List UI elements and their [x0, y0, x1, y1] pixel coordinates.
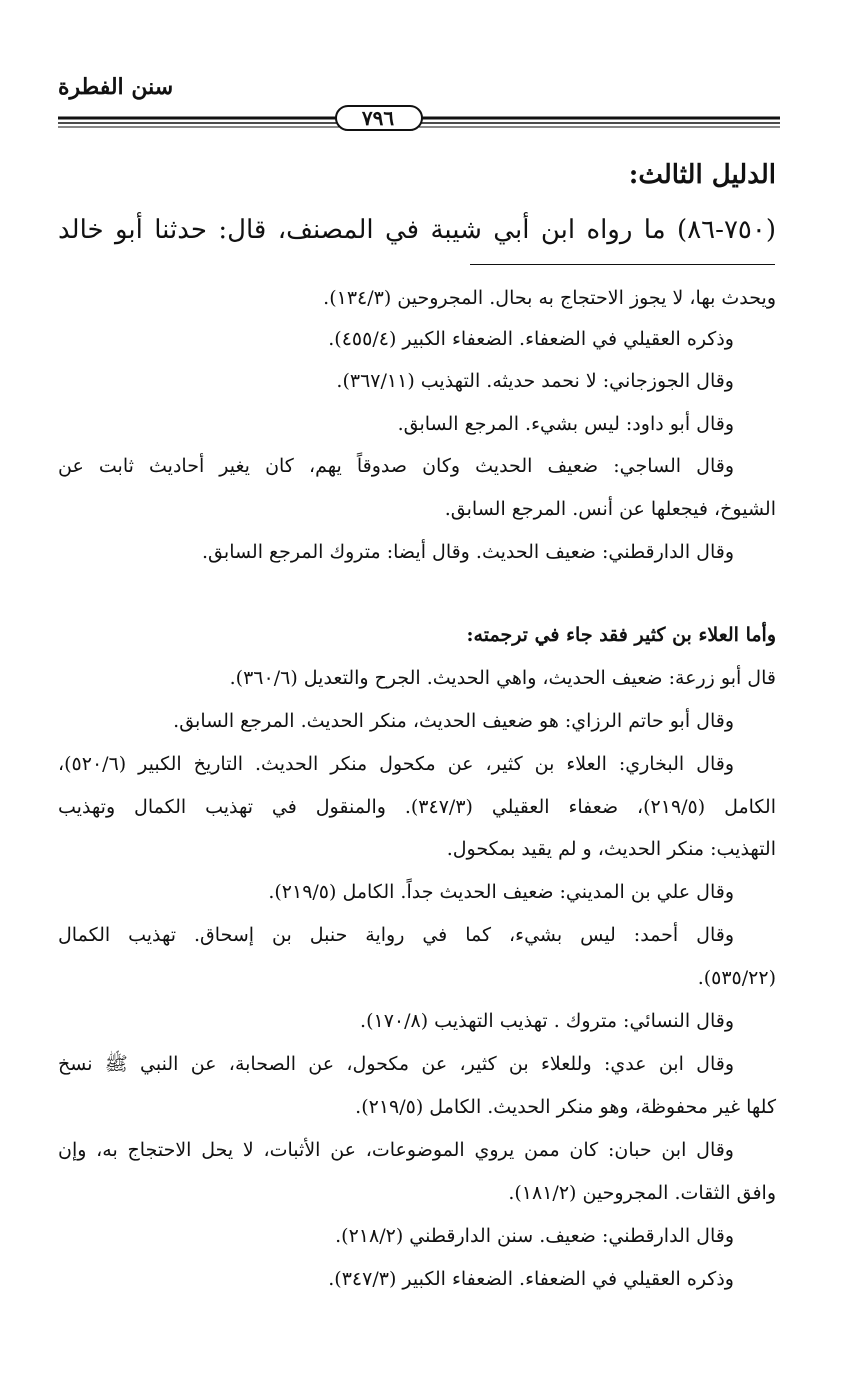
- footnote-line: وقال الدارقطني: ضعيف الحديث. وقال أيضا: متروك المرجع السابق.: [202, 541, 734, 563]
- page-number: ٧٩٦: [361, 106, 395, 130]
- footnote-line: قال أبو زرعة: ضعيف الحديث، واهي الحديث. الجرح والتعديل (٣٦٠/٦).: [229, 667, 776, 689]
- footnote-line: التهذيب: منكر الحديث، و لم يقيد بمكحول.: [446, 838, 776, 860]
- footnote-line: وقال الدارقطني: ضعيف. سنن الدارقطني (٢١٨/٢).: [335, 1225, 734, 1247]
- footnote-line: وقال ابن حبان: كان ممن يروي الموضوعات، عن الأثبات، لا يحل الاحتجاج به، وإن: [58, 1139, 734, 1161]
- footnote-line: وافق الثقات. المجروحين (١٨١/٢).: [508, 1182, 776, 1204]
- section-heading: الدليل الثالث:: [628, 160, 776, 190]
- footnote-line: وقال علي بن المديني: ضعيف الحديث جداً. الكامل (٢١٩/٥).: [268, 881, 734, 903]
- footnote-line: وقال ابن عدي: وللعلاء بن كثير، عن مكحول، عن الصحابة، عن النبي ﷺ نسخ: [58, 1053, 734, 1075]
- footnote-line: وقال النسائي: متروك . تهذيب التهذيب (١٧٠/٨).: [360, 1010, 734, 1032]
- footnote-line: وقال أبو حاتم الرزاي: هو ضعيف الحديث، منكر الحديث. المرجع السابق.: [173, 710, 734, 732]
- footnote-line: وقال البخاري: العلاء بن كثير، عن مكحول منكر الحديث. التاريخ الكبير (٥٢٠/٦)،: [58, 753, 734, 775]
- footnote-line: وقال أحمد: ليس بشيء، كما في رواية حنبل بن إسحاق. تهذيب الكمال: [58, 924, 734, 946]
- footnote-line: (٥٣٥/٢٢).: [697, 967, 776, 989]
- footnote-line: ويحدث بها، لا يجوز الاحتجاج به بحال. المجروحين (١٣٤/٣).: [323, 287, 776, 309]
- footnote-line: كلها غير محفوظة، وهو منكر الحديث. الكامل (٢١٩/٥).: [355, 1096, 776, 1118]
- header-rule-ornament: [58, 102, 780, 136]
- footnote-line: وذكره العقيلي في الضعفاء. الضعفاء الكبير (٣٤٧/٣).: [328, 1268, 734, 1290]
- footnote-separator: [470, 264, 775, 265]
- footnote-line: الكامل (٢١٩/٥)، ضعفاء العقيلي (٣٤٧/٣). والمنقول في تهذيب الكمال وتهذيب: [58, 796, 776, 818]
- footnote-line: الشيوخ، فيجعلها عن أنس. المرجع السابق.: [444, 498, 776, 520]
- footnote-line: وذكره العقيلي في الضعفاء. الضعفاء الكبير (٤٥٥/٤).: [328, 328, 734, 350]
- footnote-line: وقال أبو داود: ليس بشيء. المرجع السابق.: [397, 413, 734, 435]
- footnote-line: وقال الجوزجاني: لا نحمد حديثه. التهذيب (٣٦٧/١١).: [336, 370, 734, 392]
- footnote-line: وقال الساجي: ضعيف الحديث وكان صدوقاً يهم، كان يغير أحاديث ثابت عن: [58, 455, 734, 477]
- running-header-title: سنن الفطرة: [58, 74, 174, 100]
- footnote-subheading: وأما العلاء بن كثير فقد جاء في ترجمته:: [466, 624, 776, 646]
- hadith-text: (٧٥٠-٨٦) ما رواه ابن أبي شيبة في المصنف، قال: حدثنا أبو خالد: [58, 215, 776, 245]
